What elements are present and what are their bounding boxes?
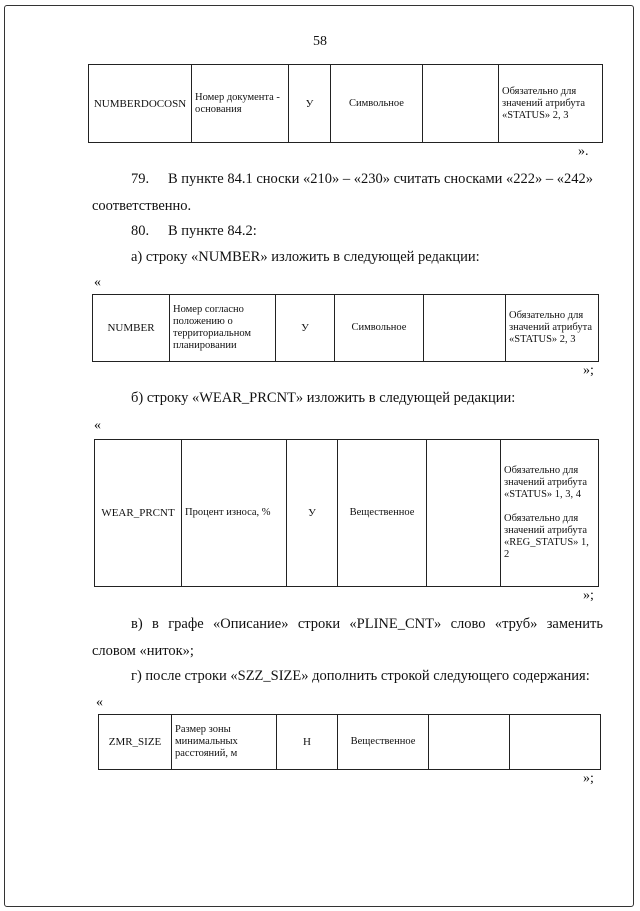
- cell-flag: У: [289, 65, 331, 143]
- cell-type: Символьное: [331, 65, 423, 143]
- cell-description: Номер документа - основания: [192, 65, 289, 143]
- item-v-word: в): [131, 616, 143, 632]
- item-v-word: в: [152, 616, 159, 632]
- cell-code: ZMR_SIZE: [99, 715, 172, 770]
- cell-extra: [424, 295, 506, 362]
- table-numberdocosn: [88, 64, 603, 143]
- item-v-word: слово: [450, 616, 486, 632]
- opening-quote: «: [94, 275, 101, 290]
- cell-note: Обязательно для значений атрибута «STATUS» 2, 3: [506, 295, 599, 362]
- closing-quote: »;: [583, 771, 594, 786]
- para-80-number: 80.: [131, 223, 150, 239]
- item-v-line2: словом «ниток»;: [92, 643, 194, 659]
- cell-extra: [429, 715, 510, 770]
- table-zmr-size: [98, 714, 601, 770]
- item-v-word: «труб»: [494, 616, 538, 632]
- table-row: [95, 440, 599, 587]
- closing-quote: »;: [583, 363, 594, 378]
- item-v-word: «Описание»: [213, 616, 289, 632]
- note-spacer: [504, 501, 595, 513]
- cell-note: Обязательно для значений атрибута «STATUS» 2, 3: [499, 65, 603, 143]
- cell-code: WEAR_PRCNT: [95, 440, 182, 587]
- cell-note: [501, 440, 599, 587]
- item-b: б) строку «WEAR_PRCNT» изложить в следующей редакции:: [131, 390, 516, 406]
- cell-code: NUMBERDOCOSN: [89, 65, 192, 143]
- item-v-word: «PLINE_CNT»: [349, 616, 442, 632]
- cell-extra: [427, 440, 501, 587]
- cell-flag: У: [276, 295, 335, 362]
- item-v-word: строки: [297, 616, 341, 632]
- note-reg-status: Обязательно для значений атрибута «REG_STATUS» 1, 2: [504, 513, 589, 560]
- opening-quote: «: [94, 418, 101, 433]
- cell-flag: У: [287, 440, 338, 587]
- cell-flag: Н: [277, 715, 338, 770]
- table-wear-prcnt: [94, 439, 599, 587]
- para-80-text: В пункте 84.2:: [168, 223, 257, 239]
- table-row: [89, 65, 603, 143]
- cell-description: Размер зоны минимальных расстояний, м: [172, 715, 277, 770]
- closing-quote: »;: [583, 588, 594, 603]
- table-row: [99, 715, 601, 770]
- cell-note: [510, 715, 601, 770]
- cell-extra: [423, 65, 499, 143]
- table-row: [93, 295, 599, 362]
- closing-quote: ».: [578, 144, 589, 159]
- item-a: а) строку «NUMBER» изложить в следующей редакции:: [131, 249, 480, 265]
- cell-type: Символьное: [335, 295, 424, 362]
- table-number: [92, 294, 599, 362]
- item-g: г) после строки «SZZ_SIZE» дополнить строкой следующего содержания:: [131, 668, 590, 684]
- cell-type: Вещественное: [338, 715, 429, 770]
- item-v-word: заменить: [546, 616, 603, 632]
- para-79-text: В пункте 84.1 сноски «210» – «230» считать сносками «222» – «242»: [168, 171, 594, 187]
- cell-description: Номер согласно положению о территориальном планировании: [170, 295, 276, 362]
- para-79-text-cont: соответственно.: [92, 198, 192, 214]
- cell-type: Вещественное: [338, 440, 427, 587]
- item-v-line1: [131, 615, 603, 633]
- opening-quote: «: [96, 695, 103, 710]
- para-79-number: 79.: [131, 171, 150, 187]
- cell-description: Процент износа, %: [182, 440, 287, 587]
- cell-code: NUMBER: [93, 295, 170, 362]
- note-status: Обязательно для значений атрибута «STATUS» 1, 3, 4: [504, 465, 587, 500]
- item-v-word: графе: [168, 616, 204, 632]
- page-number: 58: [313, 34, 327, 49]
